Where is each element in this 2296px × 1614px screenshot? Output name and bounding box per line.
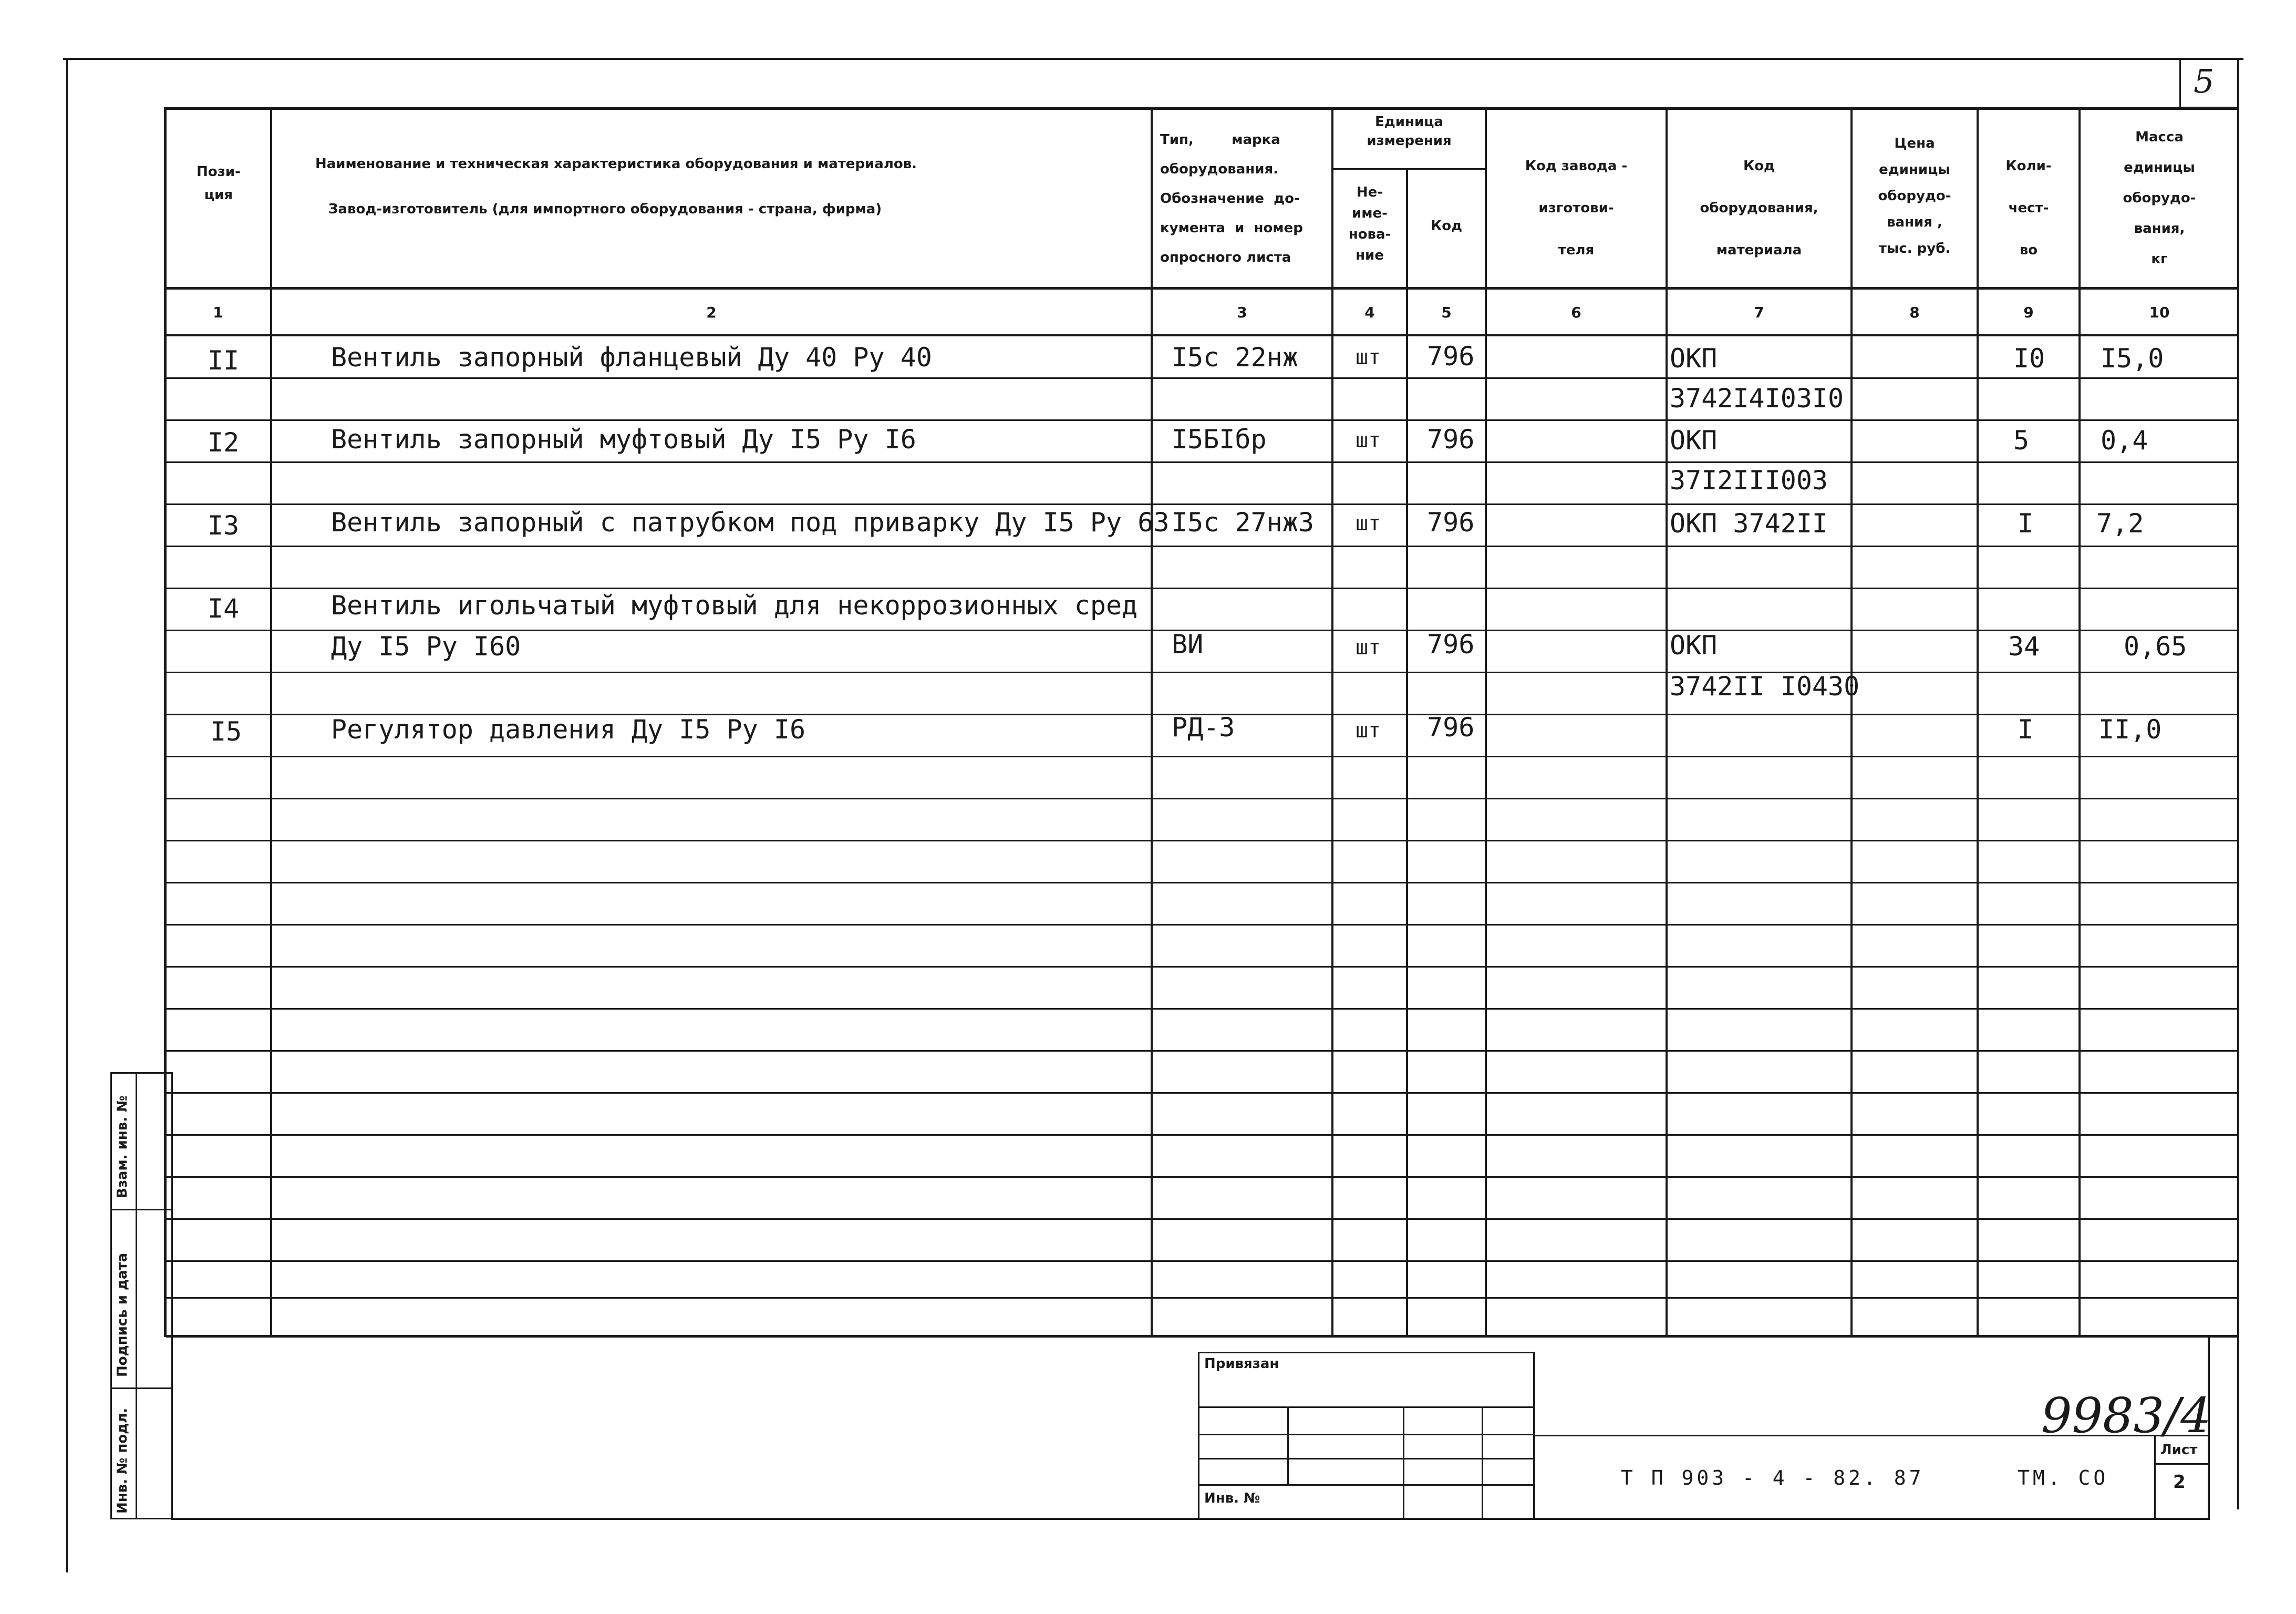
linked-box-row-1 (1198, 1406, 1534, 1408)
row-unit-code: 796 (1427, 424, 1475, 455)
linked-box-row-2 (1198, 1434, 1534, 1435)
row-qty: I (2018, 508, 2034, 539)
linked-box-top (1198, 1352, 1534, 1353)
linked-label: Привязан (1204, 1356, 1279, 1372)
row-position: I5 (210, 716, 242, 747)
row-line-16 (166, 1008, 2238, 1010)
header-price: Цена единицы оборудо- вания , тыс. руб. (1878, 136, 1951, 256)
row-unit: шт (1356, 511, 1381, 536)
unit-group-divider (1331, 168, 1486, 170)
row-line-21 (166, 1218, 2238, 1220)
row-line-23 (166, 1297, 2238, 1299)
inv-no-label: Инв. № (1204, 1490, 1260, 1506)
colnum-7: 7 (1754, 304, 1764, 321)
linked-box-row-3 (1198, 1458, 1534, 1459)
header-name: Наименование и техническая характеристика оборудования и материалов. (315, 156, 917, 172)
header-unit-name: Не- име- нова- ние (1348, 184, 1391, 263)
row-mass: 0,65 (2124, 631, 2187, 662)
table-bottom (166, 1335, 2238, 1338)
header-type: Тип, марка оборудования. Обозначение до- кумента и номер опросного листа (1160, 132, 1303, 265)
row-qty: 34 (2008, 631, 2040, 662)
row-unit: шт (1356, 718, 1381, 743)
row-qty: I (2018, 714, 2034, 745)
colnum-6: 6 (1571, 304, 1581, 321)
linked-box-left (1198, 1352, 1199, 1519)
table-top (164, 107, 2238, 110)
linked-box-row-4 (1198, 1484, 1534, 1486)
header-mass: Масса единицы оборудо- вания, кг (2123, 129, 2196, 267)
row-okp: ОКП 3742II (1670, 508, 1828, 539)
row-line-4 (166, 503, 2238, 505)
colnum-8: 8 (1909, 304, 1920, 321)
row-line-20 (166, 1176, 2238, 1178)
header-quantity: Коли- чест- во (2005, 158, 2052, 258)
side-stamp-sep-1 (110, 1209, 172, 1210)
row-mass: 7,2 (2096, 508, 2144, 539)
doc-code: Т П 903 - 4 - 82. 87 (1621, 1466, 1925, 1489)
side-replaced-inv: Взам. инв. № (115, 1095, 130, 1198)
side-stamp-bottom (110, 1518, 172, 1519)
side-stamp-left (110, 1072, 112, 1519)
outer-frame-top (63, 58, 2243, 60)
doc-mark: ТМ. СО (2018, 1466, 2109, 1489)
row-line-22 (166, 1260, 2238, 1262)
table-left (164, 107, 167, 1337)
row-name: Вентиль запорный фланцевый Ду 40 Ру 40 (331, 342, 932, 373)
sheet-number: 2 (2173, 1472, 2186, 1493)
colnum-5: 5 (1441, 304, 1452, 321)
row-position: I2 (208, 427, 240, 458)
header-manufacturer: Завод-изготовитель (для импортного оборудования - страна, фирма) (328, 201, 882, 217)
colnum-10: 10 (2149, 304, 2170, 321)
row-line-10 (166, 756, 2238, 757)
row-line-8 (166, 672, 2238, 673)
row-type: I5с 27нж3 (1172, 507, 1314, 538)
linked-box-col-2 (1403, 1406, 1404, 1519)
side-stamp-top (110, 1072, 172, 1074)
row-okp: ОКП (1670, 630, 1718, 661)
row-okp: ОКП (1670, 343, 1718, 374)
row-position: I3 (208, 510, 240, 541)
row-name: Регулятор давления Ду I5 Ру I6 (331, 714, 806, 745)
header-bottom (164, 287, 2238, 290)
row-line-18 (166, 1092, 2238, 1094)
sheet-box-left (2154, 1435, 2156, 1519)
col-divider-5 (1485, 107, 1487, 1337)
row-okp: 3742I4I03I0 (1670, 383, 1844, 414)
row-type: I5БIбр (1172, 424, 1267, 455)
col-divider-7 (1850, 107, 1853, 1337)
outer-frame-right (2237, 59, 2239, 1509)
colnum-1: 1 (213, 304, 223, 321)
row-mass: I5,0 (2101, 343, 2164, 374)
row-line-6 (166, 588, 2238, 589)
colnum-2: 2 (706, 304, 717, 321)
col-divider-1 (270, 107, 272, 1337)
side-inv-orig: Инв. № подл. (115, 1407, 130, 1514)
linked-box-col-3 (1482, 1406, 1483, 1519)
row-position: II (208, 345, 240, 376)
header-equipment-code: Код оборудования, материала (1700, 158, 1818, 258)
sheet-box-mid (2154, 1463, 2209, 1465)
colnum-3: 3 (1237, 304, 1247, 321)
row-unit-code: 796 (1427, 712, 1475, 743)
header-unit-code: Код (1430, 218, 1463, 234)
row-okp: ОКП (1670, 425, 1718, 456)
row-line-3 (166, 461, 2238, 463)
col-divider-4 (1406, 168, 1408, 1337)
row-type: I5с 22нж (1172, 342, 1298, 373)
row-okp: 37I2III003 (1670, 465, 1828, 496)
row-unit-code: 796 (1427, 507, 1475, 538)
row-unit: шт (1356, 428, 1381, 453)
col-divider-9 (2078, 107, 2081, 1337)
row-qty: I0 (2013, 343, 2045, 374)
col-divider-2 (1151, 107, 1153, 1337)
row-name: Ду I5 Ру I60 (331, 631, 521, 662)
row-unit: шт (1356, 345, 1381, 369)
row-line-14 (166, 924, 2238, 926)
row-name: Вентиль игольчатый муфтовый для некоррозионных сред (331, 590, 1138, 621)
outer-frame-left (66, 59, 68, 1572)
linked-box-col-1 (1287, 1406, 1289, 1485)
row-mass: II,0 (2098, 714, 2162, 745)
title-block-left (171, 1335, 173, 1520)
header-unit-group: Единица измерения (1367, 114, 1452, 149)
row-type: ВИ (1172, 629, 1204, 660)
row-position: I4 (208, 593, 240, 624)
colnum-bottom (164, 334, 2238, 336)
side-signature-date: Подпись и дата (115, 1252, 130, 1377)
row-unit: шт (1356, 635, 1381, 660)
header-position: Пози- ция (196, 164, 241, 203)
row-type: РД-3 (1172, 712, 1235, 743)
row-mass: 0,4 (2101, 425, 2148, 456)
colnum-9: 9 (2023, 304, 2034, 321)
row-line-12 (166, 840, 2238, 841)
col-divider-3 (1331, 107, 1333, 1337)
row-name: Вентиль запорный муфтовый Ду I5 Ру I6 (331, 424, 916, 455)
header-plant-code: Код завода - изготови- теля (1525, 158, 1628, 258)
sheet-corner-number: 5 (2194, 62, 2215, 100)
row-line-15 (166, 966, 2238, 968)
row-line-11 (166, 798, 2238, 799)
row-okp: 3742II I0430 (1670, 671, 1860, 702)
handwritten-number: 9983/4 (2041, 1387, 2211, 1444)
col-divider-8 (1977, 107, 1979, 1337)
row-name: Вентиль запорный с патрубком под приварку Ду I5 Ру 63 (331, 507, 1170, 538)
row-unit-code: 796 (1427, 341, 1475, 372)
row-line-1 (166, 377, 2238, 379)
side-stamp-mid (136, 1072, 137, 1519)
title-block-bottom (171, 1518, 2210, 1520)
row-qty: 5 (2013, 425, 2030, 456)
row-line-17 (166, 1050, 2238, 1052)
sheet-label: Лист (2160, 1442, 2198, 1458)
corner-box-left (2179, 58, 2181, 108)
row-line-2 (166, 419, 2238, 421)
row-line-13 (166, 882, 2238, 883)
col-divider-6 (1666, 107, 1668, 1337)
row-unit-code: 796 (1427, 629, 1475, 660)
side-stamp-sep-2 (110, 1387, 172, 1389)
colnum-4: 4 (1364, 304, 1375, 321)
row-line-19 (166, 1134, 2238, 1136)
row-line-5 (166, 546, 2238, 547)
